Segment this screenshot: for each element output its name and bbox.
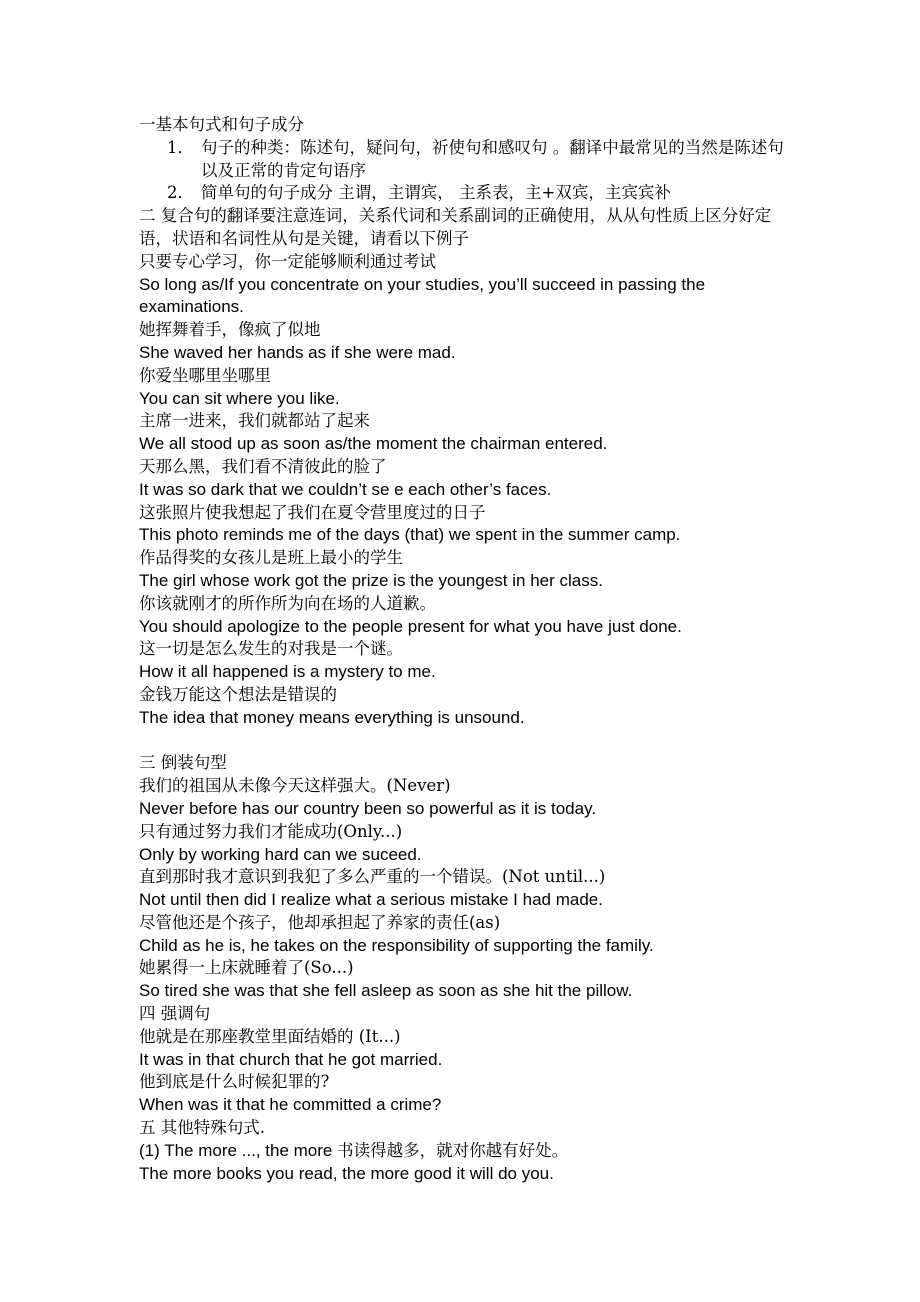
example-en: When was it that he committed a crime? [139, 1095, 442, 1115]
section4-title: 四 强调句 [139, 1004, 211, 1024]
example-cn: 你该就刚才的所作所为向在场的人道歉。 [139, 593, 436, 613]
list-text: 简单句的句子成分 主谓，主谓宾， 主系表，主+双宾，主宾宾补 [201, 183, 671, 203]
example-en: Never before has our country been so powerful as it is today. [139, 798, 597, 818]
example-cn: 这张照片使我想起了我们在夏令营里度过的日子 [139, 502, 486, 522]
item1-prefix: (1) The more ..., the more [139, 1140, 338, 1160]
example-en: We all stood up as soon as/the moment the chairman entered. [139, 434, 608, 454]
item1-cn: 书读得越多，就对你越有好处。 [337, 1140, 569, 1160]
example-en: So tired she was that she fell asleep as soon as she hit the pillow. [139, 981, 633, 1001]
section2-intro: 二 复合句的翻译要注意连词，关系代词和关系副词的正确使用，从从句性质上区分好定语，状语和名词性从句是关键，请看以下例子 [139, 206, 772, 248]
example-en: Child as he is, he takes on the responsibility of supporting the family. [139, 935, 654, 955]
example-cn: 她累得一上床就睡着了(So...) [139, 958, 354, 978]
example-cn: 只有通过努力我们才能成功(Only...) [139, 821, 403, 841]
example-en: The more books you read, the more good it will do you. [139, 1163, 554, 1183]
example-cn: 尽管他还是个孩子，他却承担起了养家的责任(as) [139, 912, 501, 932]
example-en: It was so dark that we couldn’t se e each other’s faces. [139, 479, 552, 499]
example-en: You should apologize to the people present for what you have just done. [139, 616, 682, 636]
list-number: 1． [167, 137, 194, 157]
section5-item1 [139, 1140, 789, 1163]
section3-title: 三 倒装句型 [139, 753, 227, 773]
list-number: 2． [167, 183, 194, 203]
example-en: Not until then did I realize what a serious mistake I had made. [139, 890, 603, 910]
example-cn: 只要专心学习，你一定能够顺利通过考试 [139, 251, 436, 271]
document-page [139, 114, 789, 1185]
example-en: This photo reminds me of the days (that) we spent in the summer camp. [139, 525, 681, 545]
example-en: The girl whose work got the prize is the youngest in her class. [139, 570, 603, 590]
example-cn: 金钱万能这个想法是错误的 [139, 684, 337, 704]
example-cn: 他就是在那座教堂里面结婚的 (It...) [139, 1026, 401, 1046]
example-cn: 直到那时我才意识到我犯了多么严重的一个错误。(Not until...) [139, 867, 606, 887]
example-cn: 他到底是什么时候犯罪的? [139, 1072, 330, 1092]
example-cn: 你爱坐哪里坐哪里 [139, 365, 271, 385]
example-en: So long as/If you concentrate on your studies, you’ll succeed in passing the examinations. [139, 274, 706, 317]
example-en: The idea that money means everything is unsound. [139, 707, 525, 727]
section5-title: 五 其他特殊句式. [139, 1118, 265, 1138]
example-cn: 天那么黑，我们看不清彼此的脸了 [139, 456, 387, 476]
example-en: She waved her hands as if she were mad. [139, 342, 456, 362]
example-cn: 主席一进来，我们就都站了起来 [139, 411, 370, 431]
example-en: It was in that church that he got married. [139, 1049, 443, 1069]
example-en: You can sit where you like. [139, 388, 340, 408]
list-item [139, 182, 789, 205]
list-item [139, 137, 789, 183]
blank-line [139, 730, 789, 753]
list-text: 句子的种类：陈述句，疑问句，祈使句和感叹句 。翻译中最常见的当然是陈述句以及正常的肯定句语序 [201, 137, 784, 180]
example-cn: 这一切是怎么发生的对我是一个谜。 [139, 639, 403, 659]
section1-title: 一基本句式和句子成分 [139, 115, 304, 134]
example-cn: 我们的祖国从未像今天这样强大。(Never) [139, 776, 451, 796]
example-en: How it all happened is a mystery to me. [139, 662, 436, 682]
example-en: Only by working hard can we suceed. [139, 844, 422, 864]
example-cn: 她挥舞着手，像疯了似地 [139, 320, 321, 340]
example-cn: 作品得奖的女孩儿是班上最小的学生 [139, 548, 403, 568]
